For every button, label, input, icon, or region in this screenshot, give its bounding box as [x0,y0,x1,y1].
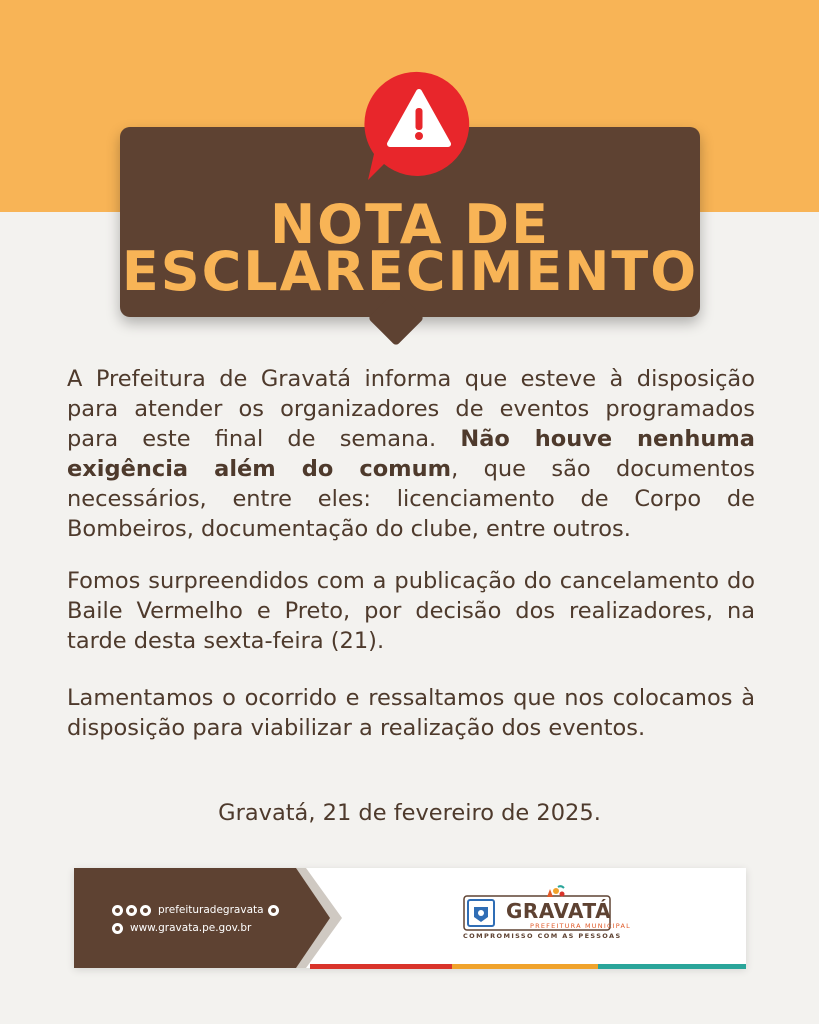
title-line-1: NOTA DE [269,193,551,256]
stripe-red [310,964,452,969]
logo-subtitle: PREFEITURA MUNICIPAL [530,922,631,930]
date-line: Gravatá, 21 de fevereiro de 2025. [218,800,601,826]
globe-icon [112,923,123,934]
social-handle[interactable]: prefeituradegravata [158,904,264,916]
website-link[interactable]: www.gravata.pe.gov.br [130,922,252,934]
stripe-teal [598,964,746,969]
paragraph-3: Lamentamos o ocorrido e ressaltamos que nos colocamos à disposição para viabilizar a realização dos eventos. [67,685,755,741]
paragraph-1: A Prefeitura de Gravatá informa que esteve à disposição para atender os organizadores de eventos programados para este final de semana. Não houve nenhuma exigência além do comum, que são documentos necessários, entre eles: licenciamento de Corpo de Bombeiros, documentação do clube, entre outros. [67,366,755,542]
logo-name: GRAVATÁ [506,899,612,923]
paragraph-2: Fomos surpreendidos com a publicação do cancelamento do Baile Vermelho e Preto, por decisão dos realizadores, na tarde desta sexta-feira (21). [67,568,755,654]
logo-tagline: COMPROMISSO COM AS PESSOAS [463,932,622,940]
tiktok-icon[interactable] [112,905,123,916]
social-row [112,904,282,916]
website-row [112,922,251,934]
paragraph-1-emphasis: Não houve nenhuma exigência além do comum [67,426,755,482]
warning-triangle-icon [360,66,478,184]
facebook-icon[interactable] [126,905,137,916]
stripe-orange [452,964,598,969]
footer-brown-arrow [74,868,344,968]
instagram-icon[interactable] [140,905,151,916]
title-line-2: ESCLARECIMENTO [121,240,699,303]
verified-icon [268,905,279,916]
